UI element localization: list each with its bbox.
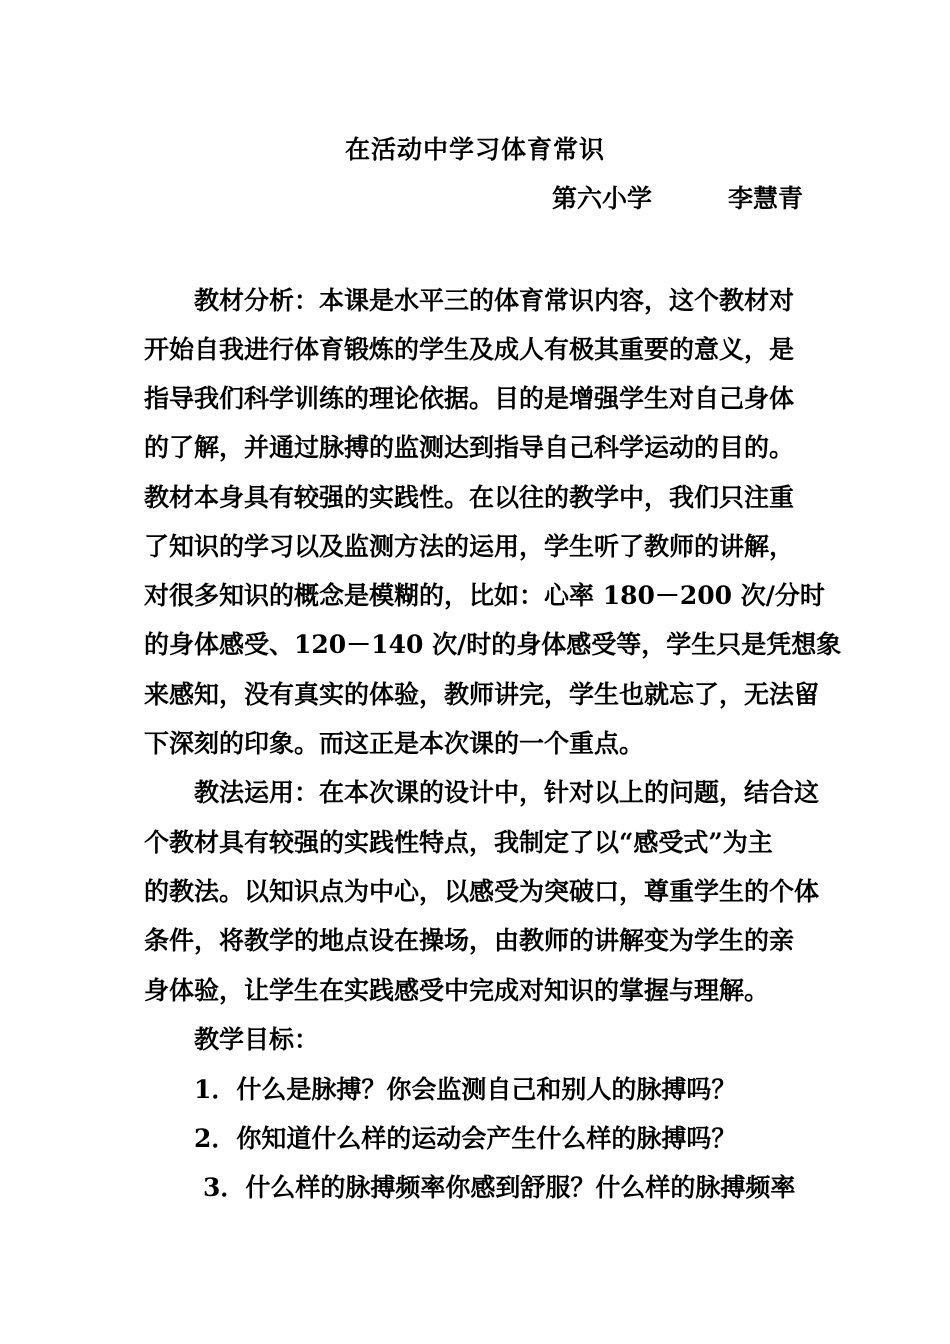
paragraph-line: 开始自我进行体育锻炼的学生及成人有极其重要的意义，是	[144, 335, 795, 364]
byline	[552, 181, 803, 217]
school-name: 第六小学	[552, 184, 653, 213]
paragraph-line: 教材分析：本课是水平三的体育常识内容，这个教材对	[194, 286, 795, 315]
goal-item: 3．什么样的脉搏频率你感到舒服？什么样的脉搏频率	[203, 1173, 796, 1202]
paragraph-line: 个教材具有较强的实践性特点，我制定了以“感受式”为主	[144, 828, 773, 857]
paragraph-line: 教材本身具有较强的实践性。在以往的教学中，我们只注重	[144, 483, 795, 512]
paragraph-line: 了知识的学习以及监测方法的运用，学生听了教师的讲解，	[144, 532, 795, 561]
author-name: 李慧青	[728, 184, 804, 213]
paragraph-line: 对很多知识的概念是模糊的，比如：心率 180－200 次/分时	[144, 581, 825, 610]
goal-item: 1．什么是脉搏？你会监测自己和别人的脉搏吗？	[194, 1075, 737, 1104]
goals-heading: 教学目标：	[194, 1025, 320, 1054]
document-title: 在活动中学习体育常识	[344, 135, 605, 164]
paragraph-line: 条件，将教学的地点设在操场，由教师的讲解变为学生的亲	[144, 926, 795, 955]
paragraph-line: 的教法。以知识点为中心，以感受为突破口，尊重学生的个体	[144, 877, 820, 906]
paragraph-line: 身体验，让学生在实践感受中完成对知识的掌握与理解。	[144, 976, 770, 1005]
paragraph-line: 教法运用：在本次课的设计中，针对以上的问题，结合这	[194, 778, 820, 807]
paragraph-line: 来感知，没有真实的体验，教师讲完，学生也就忘了，无法留	[144, 680, 820, 709]
goal-item: 2．你知道什么样的运动会产生什么样的脉搏吗？	[194, 1124, 737, 1153]
paragraph-line: 的了解，并通过脉搏的监测达到指导自己科学运动的目的。	[144, 433, 795, 462]
paragraph-line: 下深刻的印象。而这正是本次课的一个重点。	[144, 729, 645, 758]
paragraph-line: 的身体感受、120－140 次/时的身体感受等，学生只是凭想象	[144, 630, 842, 659]
paragraph-line: 指导我们科学训练的理论依据。目的是增强学生对自己身体	[144, 384, 795, 413]
